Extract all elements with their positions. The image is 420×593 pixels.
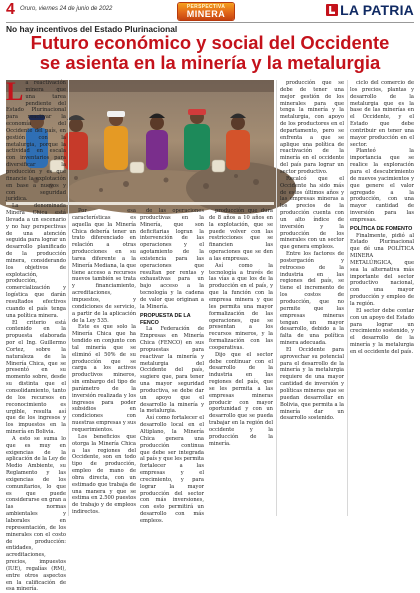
section-flag — [178, 3, 234, 20]
paragraph: Dijo que el sector debe continuar con el desarrollo de la industria en las regiones del país, que se les permita a las empresas mineras producir con mayor oportunidad y con un desarrollo que se pueda trabajar en la región del occidente y la producción de la minería. — [209, 351, 273, 447]
subhead: POLÍTICA DE FOMENTO — [350, 225, 413, 232]
section-flag-main: MINERA — [186, 9, 226, 19]
paragraph-text: a reactivación minera que una tarea pendiente del Estado Plurinacional para reactivar la economía del Occidente del país, en gestión con la metalurgia, porque la actividad en escala con inventarios para diversificar la producción y es que financie la explotación en base a nuevos y con seguridad jurídica. — [6, 80, 66, 203]
article-column-6 — [350, 80, 414, 516]
logo-mark-icon — [326, 4, 338, 16]
column-rule — [347, 80, 348, 516]
masthead — [0, 0, 420, 24]
paragraph: La denominada Minera Chica está llevada a un escenario y no hay perspectivas de una atención seguida para lograr un desarrollo planificado de la producción minera, considerando los objetivos de explotación, producción, comercialización y logística que darán resultados efectivos cuando el país tenga una política minera. — [6, 203, 66, 319]
kicker: No hay incentivos del Estado Plurinacional — [6, 24, 178, 34]
paragraph: Los beneficios que otorga la Minería Chica a las regiones del Occidente, son en todo tipo de producción, empleo de mano de obra directa, con un estimado que trabaja de una manera y que se estima en 2.500 puestos de trabajo y de empleos indirectos. — [72, 433, 136, 516]
column-rule — [276, 80, 277, 516]
headline-line-1: Futuro económico y social del Occidente — [30, 32, 390, 53]
article-column-5 — [280, 80, 344, 516]
article-column-3 — [140, 208, 204, 524]
paragraph: A esto se suma lo que es muy en exigencias de la aplicación de la Ley de Medio Ambiente, su Reglamento y las exigencias de los comunitarios, lo que es que puede considerarse en gran a las normas ambientales y laborales en representación, de los minerales con el costo de producción: entidades, acreditaciones, precios, impuestos (IUE), regalías (RM), entre otros aspectos en la calificación de esa minería. — [6, 435, 67, 593]
lead-paragraph — [6, 77, 66, 203]
paper-logo — [326, 2, 414, 18]
paragraph: Entre los factores de postergación y retroceso de la industria en las regiones del país, se tiene el incremento de los costos de producción, que no permite que las empresas mineras tengan un mayor desarrollo, debido a la falta de una política minera adecuada. — [280, 251, 344, 347]
paragraph: El Occidente para aprovechar su potencial para el desarrollo de la minería y la metalurgia requiere de una mayor cantidad de inversión y políticas mineras que se puedan desarrollar en Bolivia, que permita a la minería dar un desarrollo sostenido. — [280, 346, 344, 422]
headline-line-2: se asienta en la minería y la metalurgia — [39, 52, 381, 73]
paragraph: de las operaciones productivas en la Minería, que son deficitarias logran la intervención de las operaciones y el agotamiento de la existencia para las operaciones que resultan por rentas y exhaustivas para un bajo acceso a la tecnología y la cadena de valor que originan a la Minería. — [140, 208, 204, 310]
paragraph: Finalmente, pidió al Estado Plurinacional que dé una POLÍTICA MINERA METALÚRGICA, que sea la alternativa más importante del sector productivo nacional, con una mayor producción y empleo de la región. — [350, 232, 414, 307]
paper-name: LA PATRIA — [340, 2, 414, 18]
subhead: PROPUESTA DE LA FENCO — [140, 312, 191, 326]
paragraph: El sector debe contar con un apoyo del Estado para lograr un crecimiento sostenido, y el desarrollo de la minería y la metalurgia en el occidente del país. — [350, 307, 414, 355]
paragraph: ciclo del comercio de los precios, plantas y desarrollo de la metalurgia que es la base de las minerías en el Occidente, y el Estado que debe contribuir en tener una mayor producción en el sector. — [350, 80, 414, 148]
paragraph: producción que se debe de tener una mejor gestión de los minerales para que tenga la minería y la metalurgia, con apoyo de los productores en el departamento, pero se enfrenta a que se aplique una política de reactivación de la minería en el occidente del país para lograr un sector productivo. — [280, 80, 344, 175]
article-column-2 — [72, 208, 136, 516]
article-column-1 — [6, 77, 67, 593]
page-number: 4 — [6, 1, 15, 18]
issue-date: Oruro, viernes 24 de junio de 2022 — [20, 6, 113, 12]
paragraph: Así como fortalecer el desarrollo local en el Altiplano, la Minería Chica genera una producción continua que debe ser integrada al país y que les permita fortalecer a las empresas y el crecimiento, y para lograr la mayor producción del sector con más inversiones, con esto permitirá un desarrollo con más empleos. — [140, 415, 204, 524]
paragraph: El criterio está contenido en la propuesta elaborada por el Ing. Guillermo Cortez, sobre la naturaleza de la Minería Chica, que se presentó en su momento sobre, desde su distinta que el consolidamiento, tanto de los recursos en reconocimiento es urgible, resulta así que de los ingresos y los impuestos en la minería en Bolivia. — [6, 319, 66, 436]
paragraph: Planteó la importancia que se realice la exploración para el descubrimiento de nuevos yacimientos y que genere el valor agregado a la producción, con una mayor cantidad de inversión para las empresas. — [350, 148, 414, 223]
headline — [0, 33, 420, 73]
paragraph: Recalcó que el Occidente ha sido más de estos últimos años y las empresas mineras a los precios de la producción cuenta con un alto índice de inversión y la producción de los minerales con un sector que genera empleos. — [280, 175, 344, 251]
paragraph: Así como la tecnología a través de las vías a que los de la producción en el país, y que la función con la empresa minera y que les permita una mayor formalización de las operaciones, que se presentan a los recursos mineros, y la formalización con las cooperativas. — [209, 262, 273, 351]
section-flag-top: PERSPECTIVA — [186, 4, 226, 10]
column-rule — [68, 80, 69, 516]
paragraph: Por esa características es aquella que la Minería Chica debería tener un trato diferenciado en relación a otras producciones en su tarea diferente a la Minería Mediana, la que tiene acceso a recursos nuevos también se trata y financiamiento, acreditaciones, impuestos, y condiciones de servicio, a partir de la aplicación de la Ley 535. — [72, 208, 136, 324]
paragraph: producción que dura de 8 años a 10 años en la explotación, que se puede volver con las restricciones que se financien las operaciones que se den a las empresas. — [209, 208, 273, 262]
header-rule — [6, 22, 414, 23]
drop-cap: L — [6, 77, 24, 106]
paragraph: La Federación de Empresas en Minería Chica (FENCO) en sus propuestas para reactivar la minería y metalurgia del Occidente del país, sugiere que, para tener una mayor seguridad productiva, se debe dar un apoyo que el desarrollo la minería y la metalurgia. — [140, 326, 204, 415]
paragraph: Este es que solo la Minería Chica que ha tendido en conjunto con tal minería que se eliminó el 50% de su producción que se carga a los activos productivos mineros, sin embargo del tipo de parámetro de la inversión realizada y los ingresos para poder subsidios en condiciones con nuestras empresas y sus requerimientos. — [72, 324, 136, 433]
article-column-4 — [209, 208, 273, 516]
